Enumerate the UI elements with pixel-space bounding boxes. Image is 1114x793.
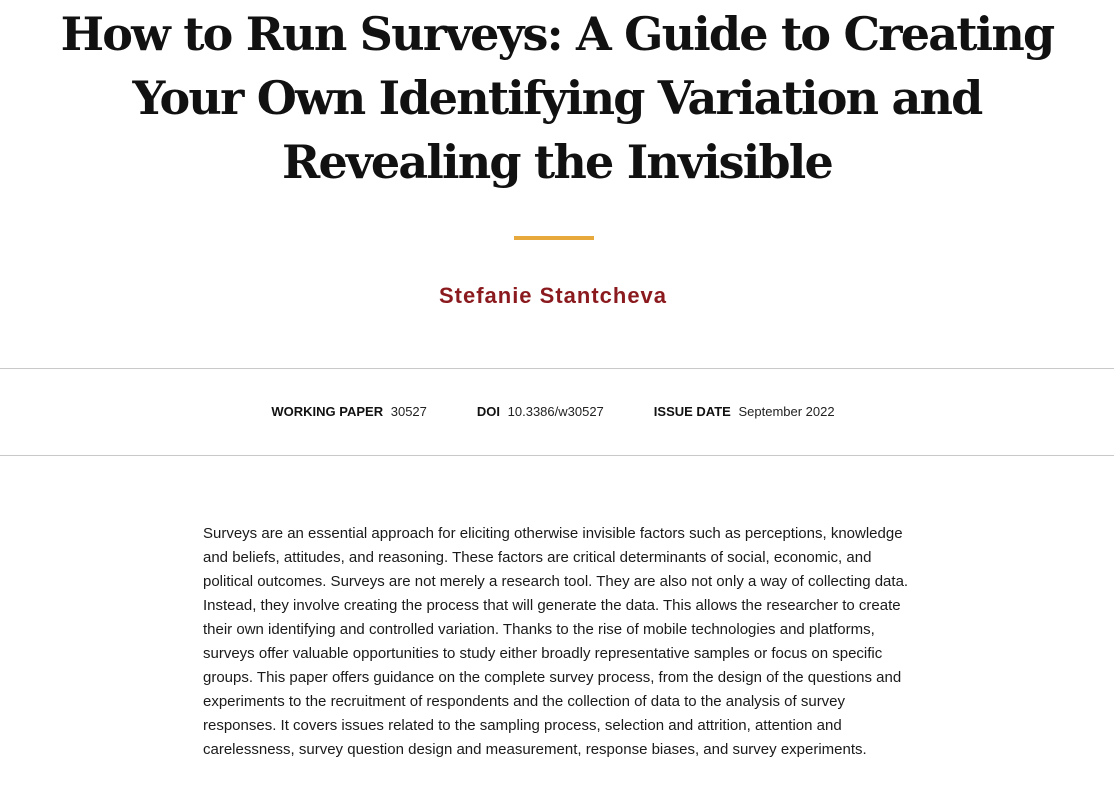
issue-date-meta xyxy=(654,404,835,419)
paper-meta-bar xyxy=(0,368,1114,456)
working-paper-number: 30527 xyxy=(390,404,427,419)
doi-label: DOI xyxy=(476,404,501,419)
title-divider xyxy=(514,236,594,240)
working-paper-label: WORKING PAPER xyxy=(271,404,384,419)
abstract-text: Surveys are an essential approach for eliciting otherwise invisible factors such as perceptions, knowledge and beliefs, attitudes, and reasoning. These factors are critical determinants of social, economic, and political outcomes. Surveys are not merely a research tool. They are also not only a way of collecting data. Instead, they involve creating the process that will generate the data. This allows the researcher to create their own identifying and controlled variation. Thanks to the rise of mobile technologies and platforms, surveys offer valuable opportunities to study either broadly representative samples or focus on specific groups. This paper offers guidance on the complete survey process, from the design of the questions and experiments to the recruitment of respondents and the collection of data to the analysis of survey responses. It covers issues related to the sampling process, selection and attrition, attention and carelessness, survey question design and measurement, response biases, and survey experiments. xyxy=(203,525,909,758)
working-paper-meta xyxy=(271,404,427,419)
author-link[interactable]: Stefanie Stantcheva xyxy=(438,283,668,308)
paper-meta-row xyxy=(0,404,1106,419)
doi-meta xyxy=(477,404,604,419)
issue-date-label: ISSUE DATE xyxy=(653,404,731,419)
page-title: How to Run Surveys: A Guide to Creating Your Own Identifying Variation and Revealing the Invisible xyxy=(60,7,1054,189)
doi-value: 10.3386/w30527 xyxy=(507,404,604,419)
issue-date-value: September 2022 xyxy=(738,404,835,419)
